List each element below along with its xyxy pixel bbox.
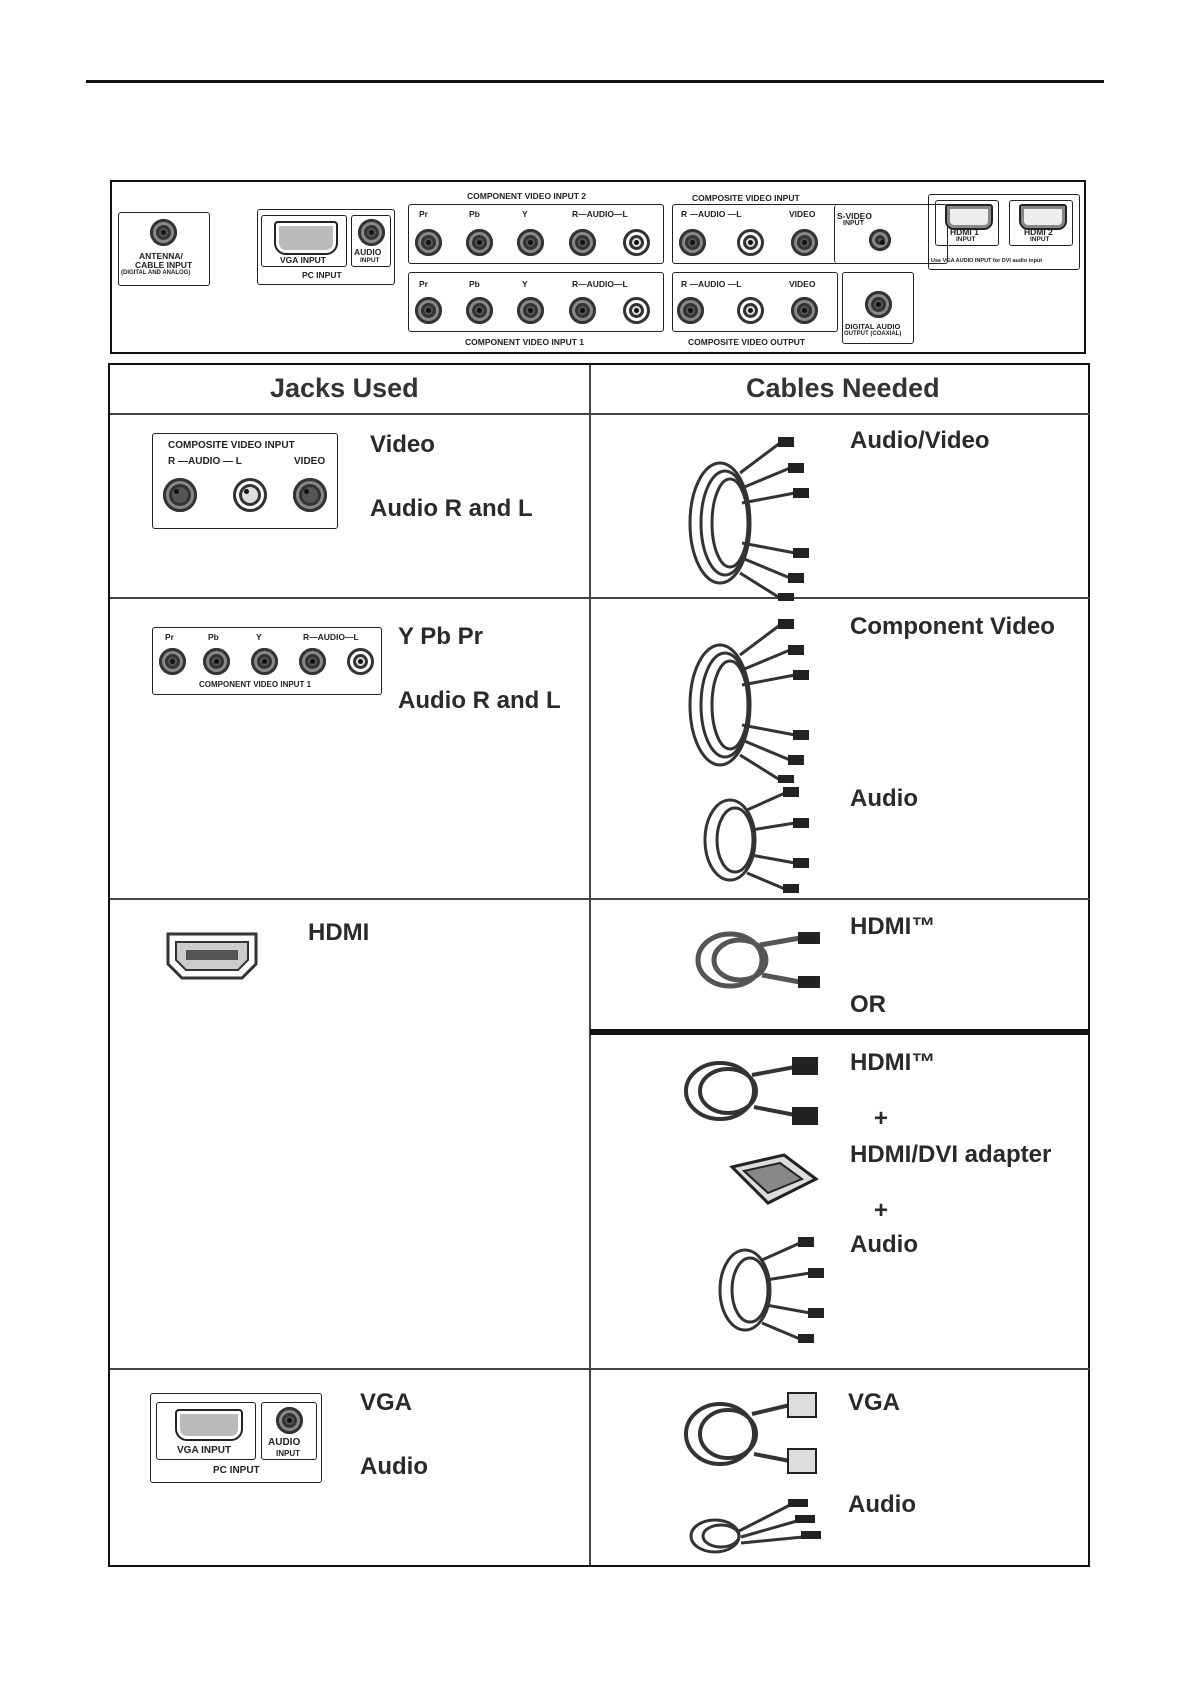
hdmi2-box [1009, 200, 1073, 246]
row2-divider [110, 898, 1090, 900]
composite-in-video-label: VIDEO [789, 209, 816, 219]
audio-cable-icon-row3 [710, 1235, 830, 1345]
svideo-label: S-VIDEO [837, 211, 872, 221]
row1-audio-r-jack [163, 478, 197, 512]
header-cables-needed: Cables Needed [746, 373, 940, 403]
row2-component-jack-panel [152, 627, 382, 695]
row4-vga-port-icon [175, 1409, 243, 1441]
row4-vga-label: VGA INPUT [177, 1445, 232, 1456]
row4-audio-box [261, 1402, 317, 1460]
row2-pb-jack [203, 648, 230, 675]
vga-input-label: VGA INPUT [280, 255, 326, 265]
row1-label-video: Video [370, 431, 435, 458]
row2-audio-label: R—AUDIO—L [303, 632, 359, 642]
hdmi-dvi-adapter-icon [724, 1149, 824, 1209]
composite-out-video-jack [791, 297, 818, 324]
row2-pr-label: Pr [165, 632, 174, 642]
composite-out-audio-r-jack [677, 297, 704, 324]
row4-pc-input-panel [150, 1393, 322, 1483]
digital-audio-box [842, 272, 914, 344]
comp1-audio-label: R—AUDIO—L [572, 279, 628, 289]
comp2-audio-label: R—AUDIO—L [572, 209, 628, 219]
row2-cable-component: Component Video [850, 613, 1055, 640]
antenna-box [118, 212, 210, 286]
comp1-pr-label: Pr [419, 279, 428, 289]
row3-plus-1: + [874, 1105, 889, 1132]
row4-cable-vga: VGA [848, 1389, 901, 1416]
row2-pb-label: Pb [208, 632, 219, 642]
comp2-pr-jack [415, 229, 442, 256]
comp1-pb-label: Pb [469, 279, 480, 289]
comp1-pr-jack [415, 297, 442, 324]
component-1-box [408, 272, 664, 332]
comp2-y-label: Y [522, 209, 528, 219]
hdmi-note: Use VGA AUDIO INPUT for DVI audio input [931, 258, 1043, 264]
composite-output-box [672, 272, 838, 332]
comp2-y-jack [517, 229, 544, 256]
row4-pc-label: PC INPUT [213, 1465, 260, 1476]
row1-jack-audio-label: R —AUDIO — L [168, 456, 242, 467]
comp1-y-label: Y [522, 279, 528, 289]
vga-port-icon [274, 221, 338, 255]
digital-audio-label: DIGITAL AUDIO [845, 322, 901, 331]
composite-out-audio-label: R —AUDIO —L [681, 279, 742, 289]
hdmi2-input-label: INPUT [1030, 236, 1050, 243]
composite-input-title: COMPOSITE VIDEO INPUT [692, 193, 800, 203]
comp2-pb-jack [466, 229, 493, 256]
antenna-label: ANTENNA/ [139, 251, 183, 261]
row1-jack-title: COMPOSITE VIDEO INPUT [168, 440, 295, 451]
av-cable-icon [680, 433, 830, 603]
hdmi1-box [935, 200, 999, 246]
svideo-box [834, 205, 880, 263]
composite-in-video-jack [791, 229, 818, 256]
composite-in-audio-r-jack [679, 229, 706, 256]
row3-cable-hdmi-2: HDMI™ [850, 1049, 936, 1076]
row3-divider [110, 1368, 1090, 1370]
row2-jack-title: COMPONENT VIDEO INPUT 1 [199, 680, 312, 689]
column-divider [589, 365, 591, 1565]
composite-in-audio-label: R —AUDIO —L [681, 209, 742, 219]
row1-jack-video-label: VIDEO [294, 456, 326, 467]
row3-plus-2: + [874, 1197, 889, 1224]
row3-cable-hdmi: HDMI™ [850, 913, 936, 940]
row3-cable-audio: Audio [850, 1231, 918, 1258]
row2-y-label: Y [256, 632, 262, 642]
vga-inner-box [261, 215, 347, 267]
comp1-y-jack [517, 297, 544, 324]
hdmi-jack-icon [162, 928, 262, 984]
vga-cable-icon [680, 1389, 830, 1479]
row4-audio-jack [276, 1407, 303, 1434]
digital-audio-jack [865, 291, 892, 318]
pc-audio-label-2: INPUT [360, 257, 380, 264]
digital-audio-label-2: OUTPUT (COAXIAL) [844, 331, 902, 337]
pc-input-label: PC INPUT [302, 270, 342, 280]
comp2-audio-l-jack [623, 229, 650, 256]
hdmi1-input-label: INPUT [956, 236, 976, 243]
row1-composite-jack-panel [152, 433, 338, 529]
hdmi2-label: HDMI 2 [1024, 227, 1053, 237]
row4-audio-label-2: INPUT [276, 1449, 300, 1458]
hdmi1-label: HDMI 1 [950, 227, 979, 237]
comp1-audio-l-jack [623, 297, 650, 324]
row1-audio-l-jack [233, 478, 267, 512]
row2-pr-jack [159, 648, 186, 675]
comp2-pr-label: Pr [419, 209, 428, 219]
composite-in-audio-l-jack [737, 229, 764, 256]
component-cable-icon [680, 615, 830, 785]
row1-label-audio: Audio R and L [370, 495, 533, 522]
component-2-title: COMPONENT VIDEO INPUT 2 [467, 191, 587, 201]
header-jacks-used: Jacks Used [270, 373, 419, 403]
pc-input-box [257, 209, 395, 285]
pc-audio-jack [358, 219, 385, 246]
connection-table [108, 363, 1090, 1567]
audio-mini-cable-icon [685, 1491, 835, 1561]
row2-y-jack [251, 648, 278, 675]
top-rule [86, 80, 1104, 83]
row2-cable-audio: Audio [850, 785, 918, 812]
hdmi-cable-icon [690, 920, 830, 1000]
row2-audio-l-jack [347, 648, 374, 675]
comp2-audio-r-jack [569, 229, 596, 256]
composite-output-title: COMPOSITE VIDEO OUTPUT [688, 337, 806, 347]
antenna-label-2: CABLE INPUT [135, 260, 193, 270]
antenna-jack [150, 219, 177, 246]
svideo-label-2: INPUT [843, 220, 864, 227]
row4-label-audio: Audio [360, 1453, 428, 1480]
antenna-label-3: (DIGITAL AND ANALOG) [121, 270, 191, 276]
comp1-pb-jack [466, 297, 493, 324]
hdmi-or-divider [590, 1029, 1090, 1035]
row1-cable-av: Audio/Video [850, 427, 990, 454]
row3-or: OR [850, 991, 886, 1018]
pc-audio-inner-box [351, 215, 391, 267]
pc-audio-label: AUDIO [354, 247, 382, 257]
row3-label-hdmi: HDMI [308, 919, 370, 946]
row2-label-ypbpr: Y Pb Pr [398, 623, 483, 650]
audio-cable-icon-row2 [695, 785, 815, 895]
svideo-jack [869, 229, 891, 251]
component-2-box [408, 204, 664, 264]
composite-out-audio-l-jack [737, 297, 764, 324]
row1-video-jack [293, 478, 327, 512]
composite-input-box [672, 204, 948, 264]
header-divider [110, 413, 1090, 415]
hdmi-cable-icon-2 [680, 1049, 830, 1135]
component-1-title: COMPONENT VIDEO INPUT 1 [465, 337, 585, 347]
comp1-audio-r-jack [569, 297, 596, 324]
row4-label-vga: VGA [360, 1389, 413, 1416]
row2-label-audio: Audio R and L [398, 687, 561, 714]
composite-out-video-label: VIDEO [789, 279, 816, 289]
tv-rear-panel [110, 180, 1086, 354]
row4-cable-audio: Audio [848, 1491, 916, 1518]
comp2-pb-label: Pb [469, 209, 480, 219]
row3-cable-adapter: HDMI/DVI adapter [850, 1141, 1052, 1168]
row2-audio-r-jack [299, 648, 326, 675]
row4-audio-label: AUDIO [268, 1437, 301, 1448]
row1-divider [110, 597, 1090, 599]
row4-vga-box [156, 1402, 256, 1460]
hdmi-box [928, 194, 1080, 270]
